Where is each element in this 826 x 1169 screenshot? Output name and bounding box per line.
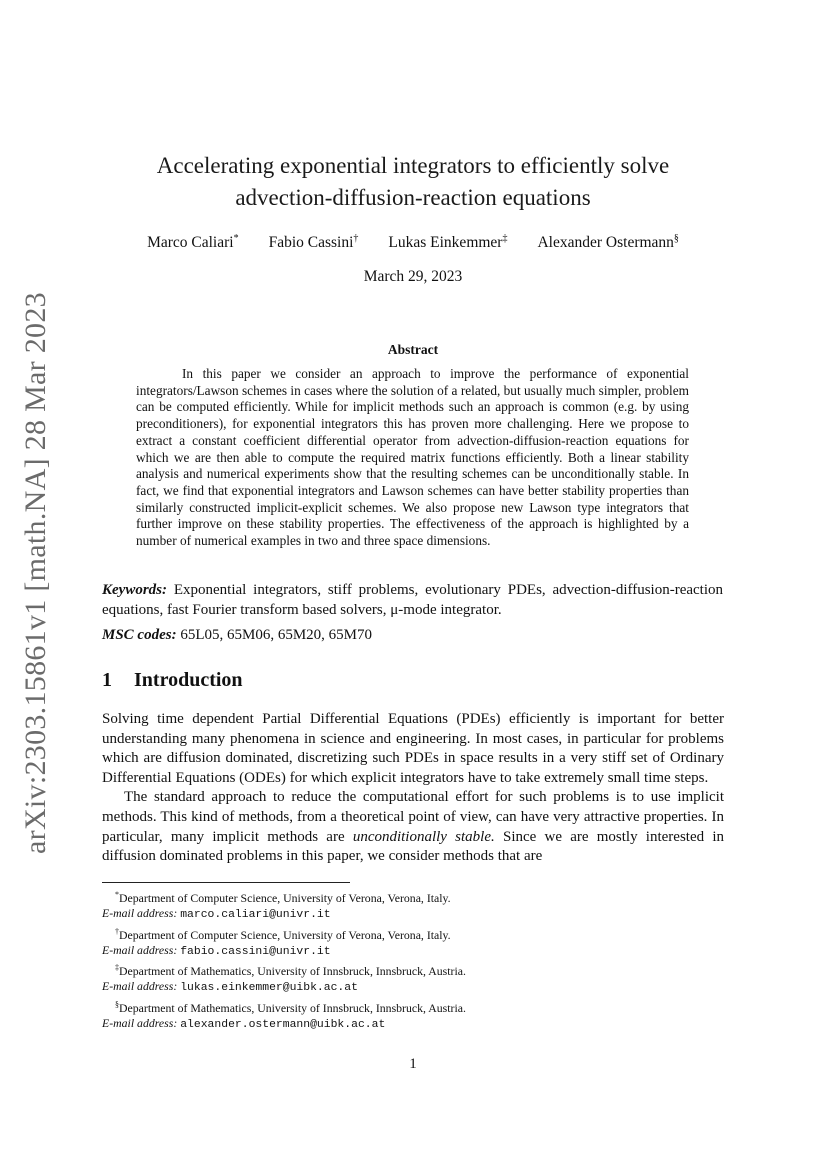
footnote-mark: * [115,890,119,899]
arxiv-identifier: arXiv:2303.15861v1 [math.NA] 28 Mar 2023 [19,291,52,854]
footnote-mark: ‡ [115,963,119,973]
footnote-affiliation [102,960,724,979]
section-title: Introduction [134,669,243,691]
footnote-mark: † [115,926,119,936]
email-label: E-mail address: [102,979,178,994]
affiliation-text: Department of Computer Science, University of Verona, Verona, Italy. [119,890,451,905]
footnote-email [102,943,724,960]
author-mark: * [233,233,239,244]
footnote-email [102,979,724,996]
author-name: Marco Caliari [147,234,234,252]
paper-date: March 29, 2023 [363,268,463,285]
author-3 [388,233,507,252]
author-4 [537,233,678,252]
author-name: Fabio Cassini [268,234,354,252]
email-label: E-mail address: [102,906,178,921]
footnotes [102,887,724,1033]
introduction-body [102,710,724,867]
arxiv-side-stamp [14,291,58,854]
author-mark: † [353,233,359,244]
page-number: 1 [409,1056,417,1072]
paragraph-2-emphasis: unconditionally stable. [352,828,495,845]
footnote-mark: § [115,999,119,1009]
author-mark: § [673,233,679,244]
title-line-2: advection-diffusion-reaction equations [235,185,591,210]
keywords-label: Keywords: [102,582,167,598]
footnote-affiliation [102,924,724,943]
keywords [102,580,723,620]
email-address: fabio.cassini@univr.it [180,945,331,958]
msc-codes [102,625,723,645]
author-2 [269,233,359,252]
author-name: Lukas Einkemmer [388,234,503,252]
title-line-1: Accelerating exponential integrators to efficiently solve [156,153,670,178]
msc-text: 65L05, 65M06, 65M20, 65M70 [180,627,373,643]
author-name: Alexander Ostermann [537,234,674,252]
affiliation-text: Department of Mathematics, University of Innsbruck, Innsbruck, Austria. [119,963,466,978]
paragraph-2-end: Since we are mostly interested in diffusion dominated problems in this paper, we consider methods that are [102,828,724,865]
footnote-affiliation [102,887,724,906]
email-address: lukas.einkemmer@uibk.ac.at [180,982,358,995]
author-mark: ‡ [502,233,508,244]
affiliation-text: Department of Computer Science, University of Verona, Verona, Italy. [119,927,451,942]
paragraph-2-start: The standard approach to reduce the computational effort for such problems is to use implicit methods. This kind of methods, from a theoretical point of view, can have very attractive properties. In particular, many implicit methods are [102,789,724,845]
paper-title [100,150,726,214]
section-heading [102,669,243,692]
email-label: E-mail address: [102,942,178,957]
affiliation-text: Department of Mathematics, University of Innsbruck, Innsbruck, Austria. [119,1000,466,1015]
author-list [100,233,726,252]
footnote-affiliation [102,997,724,1016]
footnote-email [102,906,724,923]
abstract-text: In this paper we consider an approach to improve the performance of exponential integrators/Lawson schemes in cases where the solution of a related, but usually much simpler, problem can be computed efficiently. While for implicit methods such an approach is common (e.g. by using preconditioners), for exponential integrators this has proven more challenging. Here we propose to extract a constant coefficient differential operator from advection-diffusion-reaction equations for which we are then able to compute the required matrix functions efficiently. Both a linear stability analysis and numerical experiments show that the resulting schemes can be unconditionally stable. In fact, we find that exponential integrators and Lawson schemes can have better stability properties than similarly constructed implicit-explicit schemes. We also propose new Lawson type integrators that further improve on these stability properties. The effectiveness of the approach is highlighted by a number of numerical examples in two and three space dimensions. [136,366,689,549]
abstract-heading: Abstract [387,342,439,357]
footnote-rule [102,882,350,883]
paragraph-2 [102,788,724,866]
paragraph-1: Solving time dependent Partial Differential Equations (PDEs) efficiently is important for better understanding many phenomena in science and engineering. In most cases, in particular for problems which are diffusion dominated, discretizing such PDEs in space results in a very stiff set of Ordinary Differential Equations (ODEs) for which explicit integrators have to take extremely small time steps. [102,711,724,786]
email-label: E-mail address: [102,1015,178,1030]
keywords-text: Exponential integrators, stiff problems, evolutionary PDEs, advection-diffusion-reaction equations, fast Fourier transform based solvers, μ-mode integrator. [102,582,724,618]
section-number: 1 [102,669,112,691]
email-address: alexander.ostermann@uibk.ac.at [180,1018,386,1031]
msc-label: MSC codes: [102,627,177,643]
email-address: marco.caliari@univr.it [180,909,331,922]
author-1 [147,233,239,252]
footnote-email [102,1016,724,1033]
